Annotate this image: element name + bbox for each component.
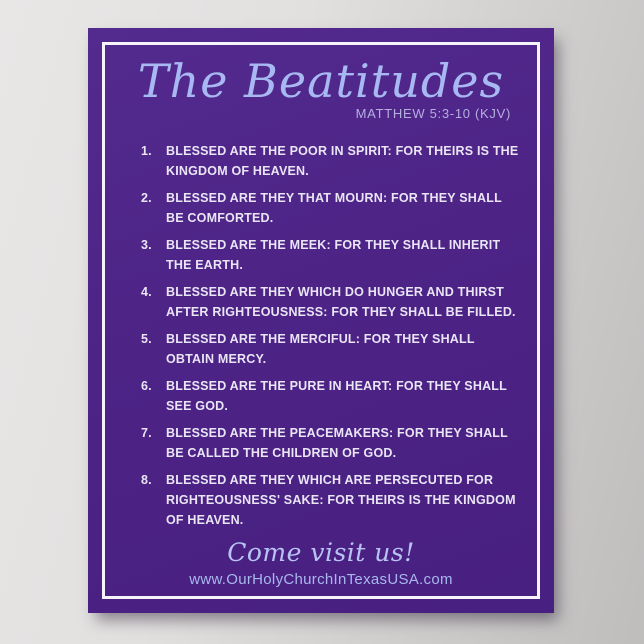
- beatitude-number: 5.: [141, 332, 152, 346]
- beatitude-text-line: SEE GOD.: [166, 399, 229, 413]
- beatitude-text-line: BLESSED ARE THE MEEK: FOR THEY SHALL INHERIT: [166, 238, 501, 252]
- beatitude-item: [141, 235, 537, 275]
- beatitude-text-line: AFTER RIGHTEOUSNESS: FOR THEY SHALL BE FILLED.: [166, 305, 516, 319]
- poster-subtitle: MATTHEW 5:3-10 (KJV): [355, 106, 511, 121]
- beatitude-number: 6.: [141, 379, 152, 393]
- beatitude-text: [166, 188, 537, 228]
- beatitudes-list: [105, 141, 537, 530]
- beatitude-text-line: BLESSED ARE THE POOR IN SPIRIT: FOR THEIRS IS THE: [166, 144, 519, 158]
- beatitude-text-line: BLESSED ARE THEY WHICH ARE PERSECUTED FOR: [166, 473, 494, 487]
- beatitude-item: [141, 282, 537, 322]
- beatitude-number: 7.: [141, 426, 152, 440]
- beatitude-text: [166, 423, 537, 463]
- beatitude-text-line: BE CALLED THE CHILDREN OF GOD.: [166, 446, 397, 460]
- beatitude-text-line: BLESSED ARE THEY WHICH DO HUNGER AND THIRST: [166, 285, 505, 299]
- poster-content: [105, 45, 537, 596]
- beatitude-text-line: BLESSED ARE THEY THAT MOURN: FOR THEY SHALL: [166, 191, 502, 205]
- beatitude-text-line: RIGHTEOUSNESS' SAKE: FOR THEIRS IS THE KINGDOM: [166, 493, 516, 507]
- beatitude-text: [166, 470, 537, 530]
- beatitude-number: 3.: [141, 238, 152, 252]
- beatitude-item: [141, 470, 537, 530]
- beatitude-text-line: OF HEAVEN.: [166, 513, 244, 527]
- beatitude-item: [141, 329, 537, 369]
- beatitude-number: 8.: [141, 473, 152, 487]
- beatitude-text: [166, 282, 537, 322]
- beatitude-text: [166, 141, 537, 181]
- beatitude-text-line: THE EARTH.: [166, 258, 243, 272]
- beatitude-text-line: BLESSED ARE THE MERCIFUL: FOR THEY SHALL: [166, 332, 475, 346]
- beatitude-text-line: BLESSED ARE THE PURE IN HEART: FOR THEY SHALL: [166, 379, 507, 393]
- beatitude-text-line: KINGDOM OF HEAVEN.: [166, 164, 309, 178]
- beatitude-text: [166, 235, 537, 275]
- footer-invitation: Come visit us!: [227, 538, 415, 567]
- beatitude-number: 1.: [141, 144, 152, 158]
- beatitude-item: [141, 423, 537, 463]
- poster: [88, 28, 554, 613]
- beatitude-item: [141, 141, 537, 181]
- beatitude-text: [166, 376, 537, 416]
- beatitude-number: 4.: [141, 285, 152, 299]
- beatitude-item: [141, 188, 537, 228]
- beatitude-text-line: BE COMFORTED.: [166, 211, 274, 225]
- poster-title: The Beatitudes: [137, 54, 505, 108]
- beatitude-text: [166, 329, 537, 369]
- beatitude-number: 2.: [141, 191, 152, 205]
- beatitude-text-line: BLESSED ARE THE PEACEMAKERS: FOR THEY SHALL: [166, 426, 508, 440]
- beatitude-text-line: OBTAIN MERCY.: [166, 352, 267, 366]
- beatitude-item: [141, 376, 537, 416]
- footer-website-url: www.OurHolyChurchInTexasUSA.com: [189, 571, 453, 588]
